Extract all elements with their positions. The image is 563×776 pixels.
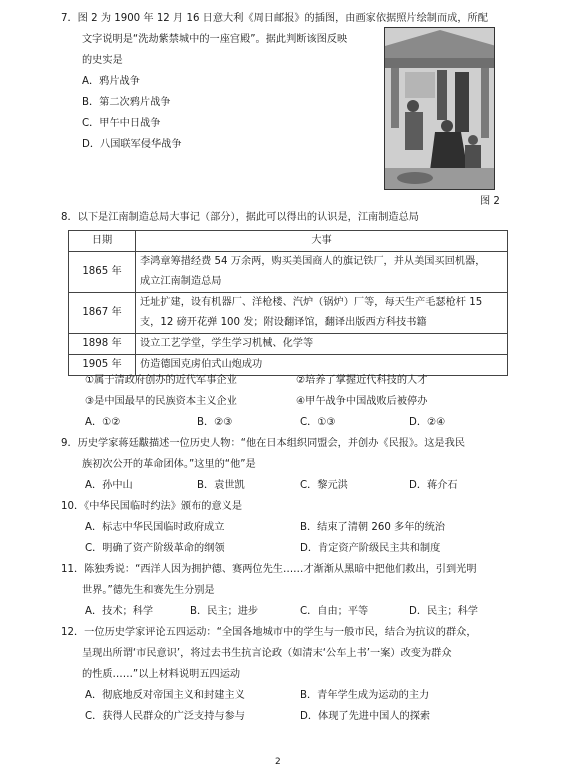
row-event [136, 355, 508, 376]
q7-option-d: D．八国联军侵华战争 [82, 139, 182, 150]
q10-stem: 10．《中华民国临时约法》颁布的意义是 [61, 501, 243, 512]
q12-stem-line2: 呈现出所谓‘市民意识’，将过去书生抗言论政（如清末‘公车上书’一案）改变为群众 [82, 648, 452, 659]
row-event-line: 李鸿章筹措经费 54 万余两，购买美国商人的旗记铁厂，并从美国买回机器， [140, 256, 486, 267]
figure-caption: 图 2 [480, 196, 500, 207]
q9-option-a: A．孙中山 [85, 480, 133, 491]
q11-stem-line1: 11．陈独秀说：“西洋人因为拥护德、赛两位先生……才渐渐从黑暗中把他们救出，引到光明 [61, 564, 477, 575]
q10-option-c: C．明确了资产阶级革命的纲领 [85, 543, 225, 554]
q9-stem-line2: 族初次公开的革命团体。”这里的“他”是 [82, 459, 256, 470]
q12-option-d: D．体现了先进中国人的探索 [300, 711, 431, 722]
row-year: 1898 年 [69, 334, 136, 355]
q8-option-a: A．①② [85, 417, 121, 428]
q11-option-c: C．自由；平等 [300, 606, 369, 617]
row-year: 1865 年 [69, 252, 136, 293]
q8-statement-2: ②培养了掌握近代科技的人才 [296, 375, 428, 386]
table-row [69, 334, 508, 355]
q7-stem-line1: 7．图 2 为 1900 年 12 月 16 日意大利《周日邮报》的插图，由画家依据照片绘制而成，所配 [61, 13, 488, 24]
q10-option-a: A．标志中华民国临时政府成立 [85, 522, 225, 533]
q7-illustration-image [384, 27, 495, 190]
q11-stem-line2: 世界。”德先生和赛先生分别是 [82, 585, 215, 596]
row-year: 1905 年 [69, 355, 136, 376]
row-event [136, 293, 508, 334]
page-number: 2 [275, 757, 281, 767]
q7-option-c: C．甲午中日战争 [82, 118, 161, 129]
row-event-line: 支，12 磅开花弹 100 发；附设翻译馆，翻译出版西方科技书籍 [140, 317, 427, 328]
row-event-line: 迁址扩建，设有机器厂、洋枪楼、汽炉（锅炉）厂等，每天生产毛瑟枪杆 15 [140, 297, 483, 308]
q8-option-c: C．①③ [300, 417, 336, 428]
q7-stem-line3: 的史实是 [82, 55, 123, 66]
header-event: 大事 [136, 231, 508, 252]
q7-option-b: B．第二次鸦片战争 [82, 97, 171, 108]
q11-option-d: D．民主；科学 [409, 606, 478, 617]
q8-statement-4: ④甲午战争中国战败后被停办 [296, 396, 428, 407]
q12-option-a: A．彻底地反对帝国主义和封建主义 [85, 690, 245, 701]
q9-option-b: B．袁世凯 [197, 480, 245, 491]
events-table [68, 230, 508, 376]
q12-option-c: C．获得人民群众的广泛支持与参与 [85, 711, 245, 722]
q9-stem-line1: 9．历史学家蒋廷黻描述一位历史人物：“他在日本组织同盟会，并创办《民报》。这是我民 [61, 438, 465, 449]
header-date: 日期 [69, 231, 136, 252]
row-event [136, 334, 508, 355]
row-event [136, 252, 508, 293]
q11-option-b: B．民主；进步 [190, 606, 259, 617]
q8-option-b: B．②③ [197, 417, 233, 428]
table-header-row [69, 231, 508, 252]
table-row [69, 252, 508, 293]
row-event-line: 仿造德国克虏伯式山炮成功 [140, 359, 263, 370]
row-event-line: 设立工艺学堂，学生学习机械、化学等 [140, 338, 314, 349]
q12-option-b: B．青年学生成为运动的主力 [300, 690, 430, 701]
q11-option-a: A．技术；科学 [85, 606, 154, 617]
q12-stem-line1: 12．一位历史学家评论五四运动：“全国各地城市中的学生与一般市民，结合为抗议的群众， [61, 627, 477, 638]
q10-option-d: D．肯定资产阶级民主共和制度 [300, 543, 441, 554]
q7-stem-line2: 文字说明是“洗劫紫禁城中的一座宫殿”。据此判断该图反映 [82, 34, 348, 45]
q8-statement-3: ③是中国最早的民族资本主义企业 [85, 396, 237, 407]
q8-statement-1: ①属于清政府创办的近代军事企业 [85, 375, 237, 386]
row-year: 1867 年 [69, 293, 136, 334]
q7-option-a: A．鸦片战争 [82, 76, 140, 87]
q9-option-d: D．蒋介石 [409, 480, 458, 491]
q8-stem: 8．以下是江南制造总局大事记（部分），据此可以得出的认识是，江南制造总局 [61, 212, 419, 223]
q8-option-d: D．②④ [409, 417, 446, 428]
table-row [69, 355, 508, 376]
q10-option-b: B．结束了清朝 260 多年的统治 [300, 522, 445, 533]
table-row [69, 293, 508, 334]
row-event-line: 成立江南制造总局 [140, 276, 222, 287]
q12-stem-line3: 的性质……”以上材料说明五四运动 [82, 669, 241, 680]
q9-option-c: C．黎元洪 [300, 480, 348, 491]
